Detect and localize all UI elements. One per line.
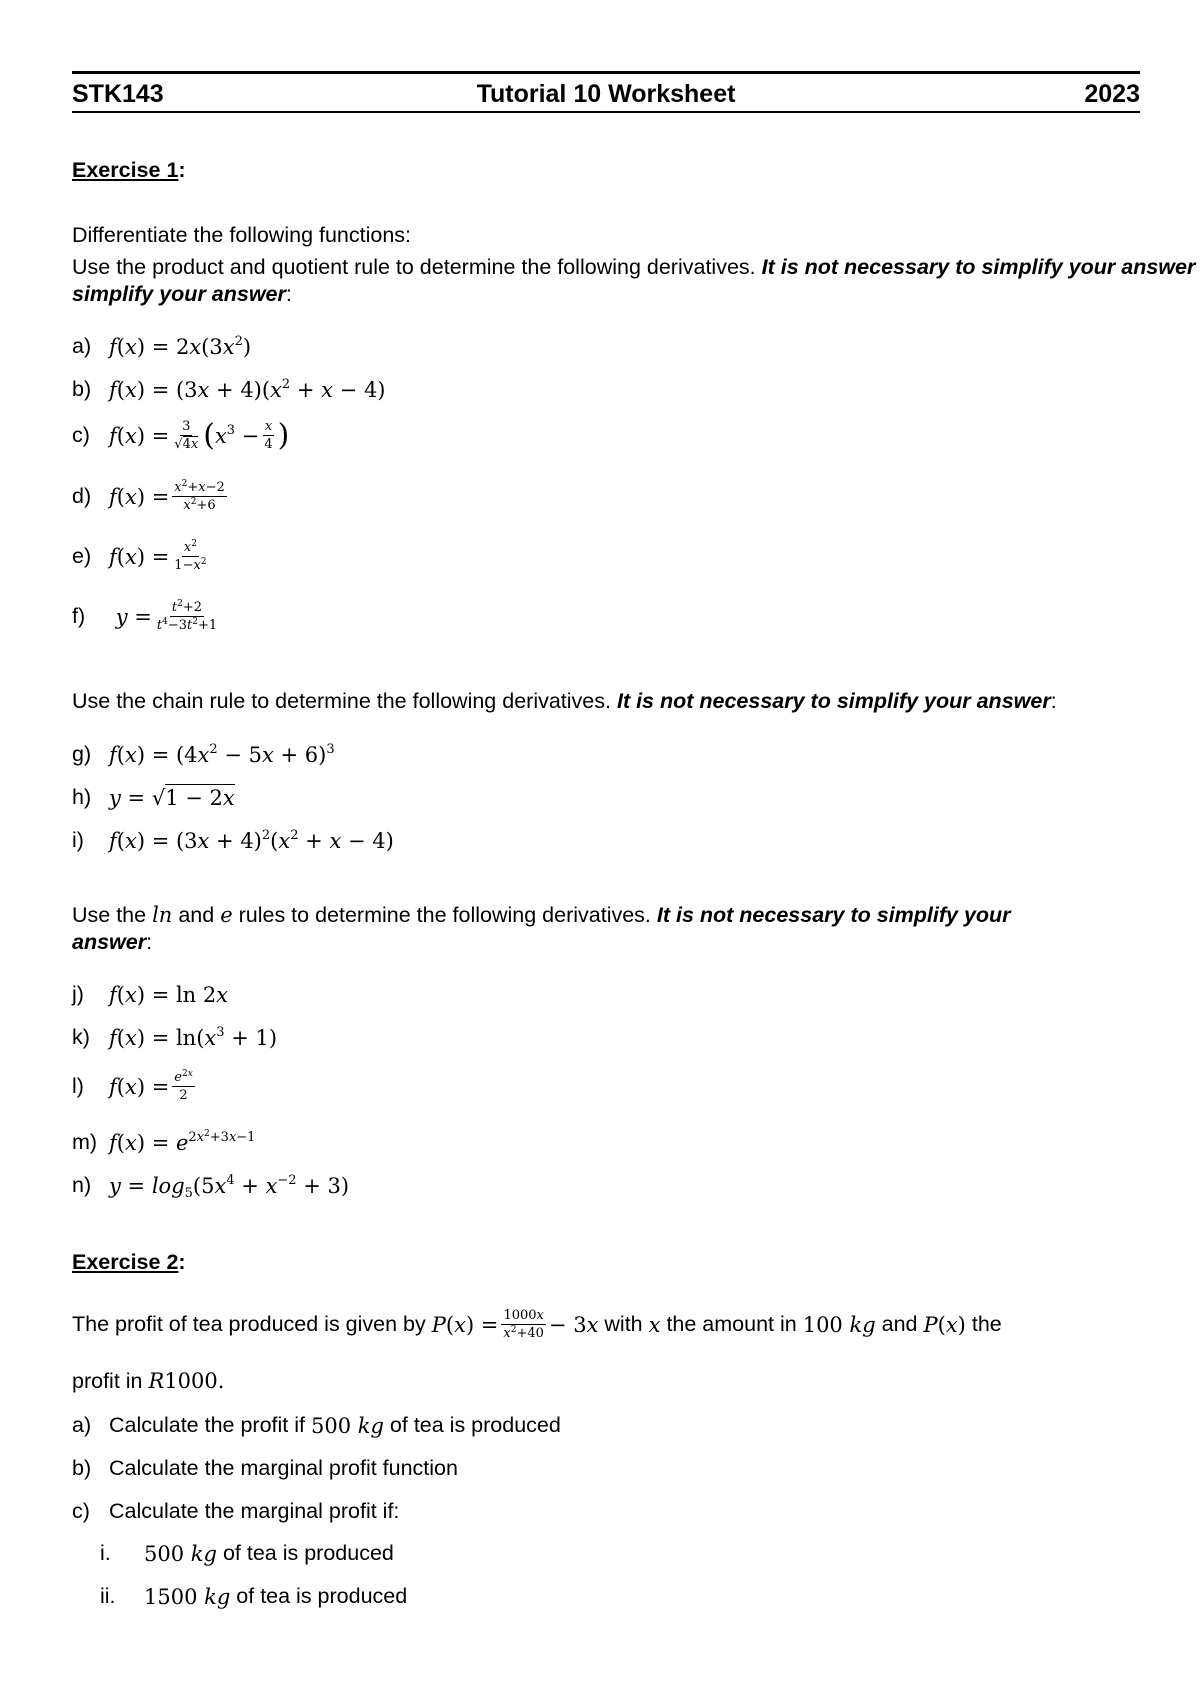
item-m: m) $f(x) = e^{2x^2+3x-1}$	[72, 1128, 256, 1155]
item-c: c) f(x) = $\frac{3}{√4x}$ ( $x^3$ − $\frac{x}{4}$ )	[72, 418, 290, 453]
item-f: f) y = $\frac{t^2+2}{t^4-3t^2+1}$	[72, 599, 218, 633]
item-h: h) y = √1 − 2x	[72, 785, 235, 810]
exercise2-statement-cont: profit in R1000.	[72, 1369, 225, 1393]
chain-instruction: Use the chain rule to determine the following derivatives. It is not necessary to simplify your answer:	[72, 689, 1057, 713]
item-g: g) $f(x) = (4x^2 - 5x + 6)^3$	[72, 741, 335, 767]
product-quotient-instruction: Use the product and quotient rule to determine the following derivatives. It is not necessary to simplify your answer	[72, 255, 1196, 279]
item-e: e) f(x) = $\frac{x^2}{1-x^2}$	[72, 539, 207, 573]
exercise2-subitem-i: i. 500 kg of tea is produced	[100, 1541, 394, 1566]
item-l: l) f(x) = $\frac{e^{2x}}{2}$	[72, 1069, 193, 1103]
worksheet-title: Tutorial 10 Worksheet	[476, 80, 736, 108]
item-b: b) $f(x) = (3x + 4)(x^2 + x - 4)$	[72, 376, 386, 402]
exercise1-heading: Exercise 1:	[72, 158, 186, 182]
exercise2-item-a: a) Calculate the profit if 500 kg of tea is produced	[72, 1413, 561, 1438]
item-a: a) $f(x) = 2x(3x^2)$	[72, 333, 252, 359]
page-header	[72, 71, 1140, 113]
product-quotient-note-end: simplify your answer:	[72, 282, 292, 306]
exercise2-subitem-ii: ii. 1500 kg of tea is produced	[100, 1584, 408, 1609]
item-i: i) $f(x) = (3x + 4)^2(x^2 + x - 4)$	[72, 827, 394, 853]
ln-e-note-end: answer:	[72, 930, 153, 954]
year: 2023	[1084, 80, 1140, 108]
item-j: j) f(x) = ln 2x	[72, 982, 229, 1007]
exercise1-intro: Differentiate the following functions:	[72, 223, 412, 247]
exercise2-heading: Exercise 2:	[72, 1250, 186, 1274]
item-k: k) $f(x) = \ln(x^3 + 1)$	[72, 1024, 278, 1050]
exercise2-item-c: c) Calculate the marginal profit if:	[72, 1499, 400, 1523]
exercise2-item-b: b) Calculate the marginal profit function	[72, 1456, 458, 1480]
ln-e-instruction: Use the ln and e rules to determine the following derivatives. It is not necessary to simplify your	[72, 903, 1011, 927]
course-code: STK143	[72, 80, 164, 108]
item-n: n) $y = \log_5(5x^4 + x^{-2} + 3)$	[72, 1172, 350, 1201]
item-d: d) f(x) = $\frac{x^2+x-2}{x^2+6}$	[72, 479, 225, 513]
exercise2-statement: The profit of tea produced is given by P(x) = $\frac{1000x}{x^2+40}$ − 3x with x the amount in 100 kg and P(x) the	[72, 1308, 1002, 1341]
